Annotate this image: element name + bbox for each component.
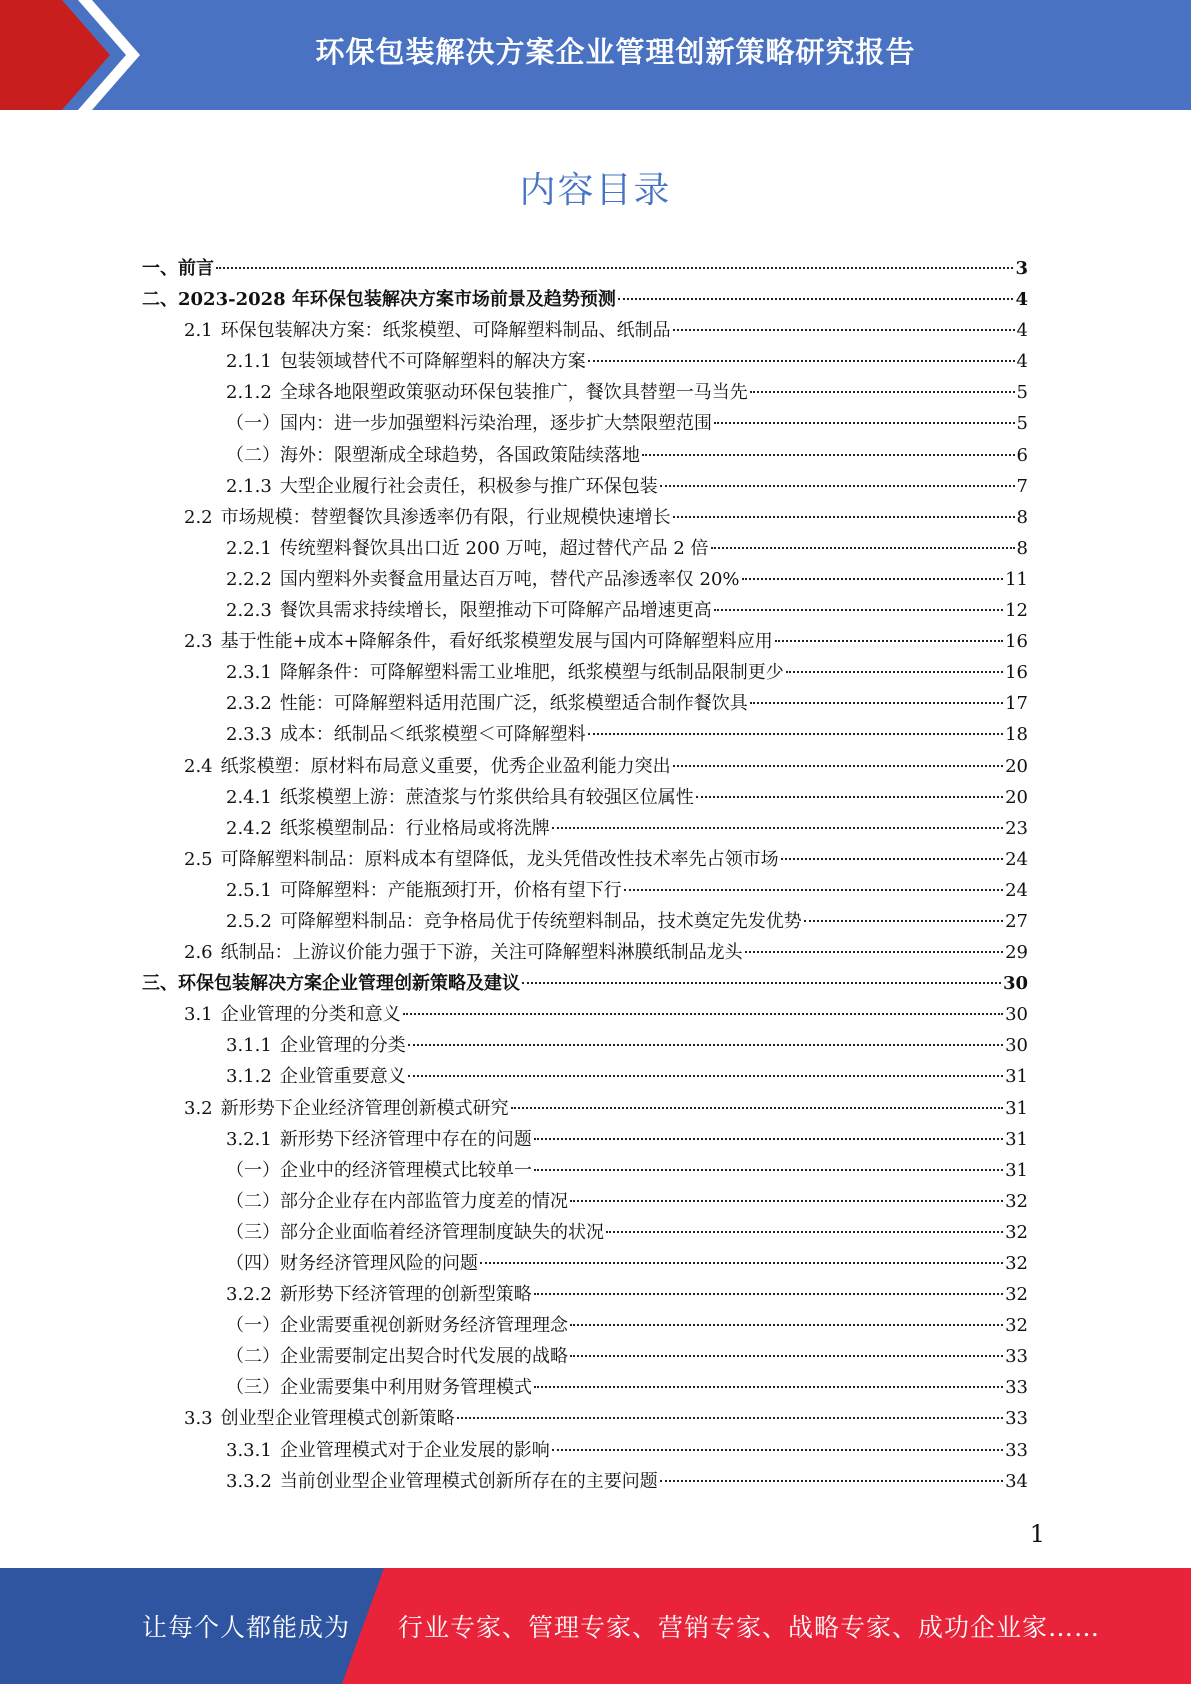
- toc-entry[interactable]: [142, 1030, 1028, 1061]
- toc-entry-number: 3.2.2: [226, 1284, 272, 1306]
- toc-entry[interactable]: [142, 1124, 1028, 1155]
- dot-leader: [552, 827, 1003, 829]
- footer-slogan-left: 让每个人都能成为: [142, 1613, 351, 1642]
- toc-entry-page: 3: [1015, 258, 1028, 279]
- dot-leader: [660, 485, 1015, 487]
- toc-entry-page: 29: [1005, 942, 1028, 964]
- toc-entry-number: 2.2.3: [226, 600, 272, 622]
- toc-entry-page: 18: [1005, 724, 1028, 746]
- toc-entry-title: 纸浆模塑：原材料布局意义重要，优秀企业盈利能力突出: [220, 755, 671, 777]
- toc-entry-page: 16: [1005, 631, 1028, 653]
- toc-entry-title: （三）企业需要集中利用财务管理模式: [226, 1377, 532, 1399]
- toc-entry[interactable]: [142, 502, 1028, 533]
- toc-entry-title: 餐饮具需求持续增长，限塑推动下可降解产品增速更高: [279, 600, 712, 622]
- toc-entry-number: 2.3.3: [226, 724, 272, 746]
- dot-leader: [570, 1200, 1003, 1202]
- toc-entry-title: 新形势下经济管理中存在的问题: [279, 1128, 532, 1150]
- toc-entry-number: 2.1.3: [226, 475, 272, 497]
- toc-entry-page: 17: [1005, 693, 1028, 715]
- toc-entry-page: 11: [1005, 568, 1028, 590]
- dot-leader: [750, 702, 1003, 704]
- dot-leader: [804, 920, 1003, 922]
- dot-leader: [696, 796, 1003, 798]
- toc-entry-title: （四）财务经济管理风险的问题: [226, 1253, 478, 1274]
- toc-entry-number: 2.4.2: [226, 817, 272, 839]
- toc-entry[interactable]: [142, 688, 1028, 719]
- toc-entry[interactable]: [142, 564, 1028, 595]
- toc-entry-title: 降解条件：可降解塑料需工业堆肥，纸浆模塑与纸制品限制更少: [279, 662, 784, 684]
- toc-entry-page: 7: [1016, 475, 1028, 497]
- toc-entry-title: 一、前言: [142, 258, 214, 279]
- toc-entry-number: 2.5: [184, 848, 213, 870]
- toc-entry-title: 可降解塑料：产能瓶颈打开，价格有望下行: [279, 879, 622, 901]
- toc-entry-title: 全球各地限塑政策驱动环保包装推广，餐饮具替塑一马当先: [279, 382, 748, 404]
- toc-entry[interactable]: [142, 1435, 1028, 1466]
- toc-entry-title: 二、2023-2028 年环保包装解决方案市场前景及趋势预测: [142, 289, 616, 311]
- dot-leader: [786, 671, 1003, 673]
- dot-leader: [511, 1107, 1003, 1109]
- toc-entry-page: 27: [1005, 910, 1028, 932]
- toc-entry-page: 30: [1005, 1004, 1028, 1026]
- dot-leader: [742, 578, 1004, 580]
- toc-entry[interactable]: [142, 1155, 1028, 1186]
- dot-leader: [714, 422, 1015, 424]
- toc-entry-number: 2.4: [184, 755, 213, 777]
- toc-entry[interactable]: [142, 782, 1028, 813]
- toc-entry-page: 31: [1005, 1159, 1028, 1181]
- dot-leader: [534, 1138, 1003, 1140]
- toc-entry-page: 24: [1005, 879, 1028, 901]
- toc-entry[interactable]: [142, 284, 1028, 315]
- toc-entry-title: 新形势下企业经济管理创新模式研究: [220, 1097, 509, 1119]
- toc-entry[interactable]: [142, 626, 1028, 657]
- toc-entry-page: 6: [1016, 444, 1028, 466]
- toc-entry-number: 3.1.1: [226, 1035, 272, 1057]
- toc-entry-page: 24: [1005, 848, 1028, 870]
- toc-entry-title: （一）企业中的经济管理模式比较单一: [226, 1159, 532, 1181]
- toc-entry-number: 2.5.1: [226, 879, 272, 901]
- toc-entry[interactable]: [142, 1217, 1028, 1248]
- dot-leader: [534, 1293, 1003, 1295]
- toc-entry[interactable]: [142, 1403, 1028, 1434]
- dot-leader: [750, 391, 1015, 393]
- dot-leader: [711, 547, 1015, 549]
- dot-leader: [781, 858, 1003, 860]
- dot-leader: [673, 329, 1015, 331]
- footer-banner: [0, 1568, 1191, 1684]
- header-banner: [0, 0, 1191, 110]
- toc-entry[interactable]: [142, 1279, 1028, 1310]
- toc-entry-title: 性能：可降解塑料适用范围广泛，纸浆模塑适合制作餐饮具: [279, 693, 748, 715]
- dot-leader: [745, 951, 1003, 953]
- dot-leader: [570, 1324, 1003, 1326]
- toc-entry[interactable]: [142, 1372, 1028, 1403]
- toc-entry-page: 23: [1005, 817, 1028, 839]
- toc-entry[interactable]: [142, 1341, 1028, 1372]
- toc-entry[interactable]: [142, 813, 1028, 844]
- toc-entry-title: 成本：纸制品＜纸浆模塑＜可降解塑料: [279, 724, 586, 746]
- toc-entry-number: 2.2: [184, 506, 213, 528]
- toc-entry-number: 2.4.1: [226, 786, 272, 808]
- toc-entry-number: 3.3: [184, 1408, 213, 1430]
- dot-leader: [588, 360, 1015, 362]
- dot-leader: [714, 609, 1003, 611]
- toc-entry[interactable]: [142, 906, 1028, 937]
- toc-entry-title: 传统塑料餐饮具出口近 200 万吨，超过替代产品 2 倍: [279, 537, 709, 559]
- toc-entry-page: 31: [1005, 1128, 1028, 1150]
- toc-entry[interactable]: [142, 408, 1028, 439]
- toc-entry-number: 3.3.2: [226, 1470, 272, 1492]
- toc-entry[interactable]: [142, 1466, 1028, 1497]
- toc-entry-number: 2.5.2: [226, 910, 272, 932]
- toc-entry-title: 新形势下经济管理的创新型策略: [279, 1284, 532, 1306]
- toc-entry-page: 33: [1005, 1377, 1028, 1399]
- toc-entry-title: 企业管理的分类和意义: [220, 1004, 401, 1026]
- toc-entry-page: 32: [1005, 1315, 1028, 1337]
- dot-leader: [775, 640, 1003, 642]
- toc-entry[interactable]: [142, 968, 1028, 999]
- toc-entry-page: 4: [1016, 320, 1028, 342]
- toc-entry-number: 3.2: [184, 1097, 213, 1119]
- dot-leader: [522, 982, 1001, 984]
- dot-leader: [588, 733, 1003, 735]
- toc-entry[interactable]: [142, 1310, 1028, 1341]
- toc-entry[interactable]: [142, 315, 1028, 346]
- toc-entry[interactable]: [142, 657, 1028, 688]
- toc-entry-page: 32: [1005, 1190, 1028, 1212]
- toc-entry-title: 可降解塑料制品：原料成本有望降低，龙头凭借改性技术率先占领市场: [220, 848, 779, 870]
- toc-entry-title: 可降解塑料制品：竞争格局优于传统塑料制品，技术奠定先发优势: [279, 910, 802, 932]
- toc-entry-page: 16: [1005, 662, 1028, 684]
- toc-entry-number: 2.6: [184, 942, 213, 964]
- toc-entry-page: 33: [1005, 1346, 1028, 1368]
- toc-entry-page: 30: [1002, 973, 1028, 995]
- toc-entry-title: 创业型企业管理模式创新策略: [220, 1408, 455, 1430]
- toc-entry-page: 33: [1005, 1439, 1028, 1461]
- report-title: 环保包装解决方案企业管理创新策略研究报告: [315, 34, 916, 69]
- toc-entry-number: 2.3.1: [226, 662, 272, 684]
- toc-entry-title: 企业管理模式对于企业发展的影响: [279, 1439, 550, 1461]
- toc-entry-title: 市场规模：替塑餐饮具渗透率仍有限，行业规模快速增长: [220, 506, 671, 528]
- toc-entry-page: 8: [1016, 537, 1028, 559]
- toc-entry-page: 20: [1005, 786, 1028, 808]
- toc-entry-page: 31: [1005, 1097, 1028, 1119]
- dot-leader: [673, 516, 1015, 518]
- dot-leader: [660, 1480, 1003, 1482]
- dot-leader: [624, 889, 1003, 891]
- dot-leader: [403, 1013, 1003, 1015]
- toc-entry[interactable]: [142, 937, 1028, 968]
- dot-leader: [606, 1231, 1003, 1233]
- toc-entry[interactable]: [142, 875, 1028, 906]
- toc-entry-title: 三、环保包装解决方案企业管理创新策略及建议: [142, 973, 520, 995]
- toc-entry-number: 3.1: [184, 1004, 213, 1026]
- toc-entry-number: 2.1.2: [226, 382, 272, 404]
- toc-entry-number: 3.1.2: [226, 1066, 272, 1088]
- toc-entry-page: 5: [1016, 382, 1028, 404]
- toc-entry-page: 5: [1016, 413, 1028, 435]
- toc-entry-page: 34: [1005, 1470, 1028, 1492]
- toc-entry-title: 包装领域替代不可降解塑料的解决方案: [279, 351, 586, 373]
- toc-entry[interactable]: [142, 1061, 1028, 1092]
- toc-entry-title: 大型企业履行社会责任，积极参与推广环保包装: [279, 475, 658, 497]
- dot-leader: [570, 1355, 1003, 1357]
- toc-entry-page: 12: [1005, 600, 1028, 622]
- toc-entry-page: 31: [1005, 1066, 1028, 1088]
- toc-entry-page: 8: [1016, 506, 1028, 528]
- toc-entry[interactable]: [142, 471, 1028, 502]
- toc-entry[interactable]: [142, 440, 1028, 471]
- toc-entry-title: 纸浆模塑上游：蔗渣浆与竹浆供给具有较强区位属性: [279, 786, 694, 808]
- toc-entry-number: 3.2.1: [226, 1128, 272, 1150]
- toc-entry-title: （二）部分企业存在内部监管力度差的情况: [226, 1190, 568, 1212]
- toc-entry-title: 国内塑料外卖餐盒用量达百万吨，替代产品渗透率仅 20%: [279, 568, 740, 590]
- dot-leader: [673, 765, 1003, 767]
- dot-leader: [408, 1044, 1003, 1046]
- toc-entry[interactable]: [142, 346, 1028, 377]
- toc-entry-number: 2.2.2: [226, 568, 272, 590]
- toc-entry-title: 纸制品：上游议价能力强于下游，关注可降解塑料淋膜纸制品龙头: [220, 942, 743, 964]
- toc-entry[interactable]: [142, 1093, 1028, 1124]
- toc-entry[interactable]: [142, 253, 1028, 284]
- dot-leader: [480, 1262, 1003, 1264]
- toc-entry-number: 2.1.1: [226, 351, 272, 373]
- toc-entry[interactable]: [142, 533, 1028, 564]
- toc-entry-page: 4: [1015, 289, 1028, 311]
- toc-entry-page: 30: [1005, 1035, 1028, 1057]
- toc-entry-page: 33: [1005, 1408, 1028, 1430]
- table-of-contents: [142, 253, 1028, 1497]
- dot-leader: [552, 1449, 1003, 1451]
- toc-entry-title: 环保包装解决方案：纸浆模塑、可降解塑料制品、纸制品: [220, 320, 671, 342]
- toc-entry[interactable]: [142, 999, 1028, 1030]
- toc-entry[interactable]: [142, 377, 1028, 408]
- toc-heading: 内容目录: [519, 170, 672, 211]
- dot-leader: [216, 267, 1013, 269]
- dot-leader: [408, 1075, 1003, 1077]
- toc-entry-number: 2.2.1: [226, 537, 272, 559]
- red-chevron-decoration: [0, 0, 150, 110]
- toc-entry-page: 20: [1005, 755, 1028, 777]
- toc-entry[interactable]: [142, 595, 1028, 626]
- toc-entry-title: 企业管理的分类: [279, 1035, 406, 1057]
- toc-entry-title: （一）国内：进一步加强塑料污染治理，逐步扩大禁限塑范围: [226, 413, 712, 435]
- toc-entry[interactable]: [142, 1248, 1028, 1279]
- footer-slogan-right: 行业专家、管理专家、营销专家、战略专家、成功企业家……: [398, 1613, 1101, 1642]
- toc-entry-page: 4: [1016, 351, 1028, 373]
- toc-entry-title: 企业管重要意义: [279, 1066, 406, 1088]
- toc-entry-title: 当前创业型企业管理模式创新所存在的主要问题: [279, 1470, 658, 1492]
- dot-leader: [642, 454, 1015, 456]
- toc-entry-number: 2.3: [184, 631, 213, 653]
- toc-entry-title: （三）部分企业面临着经济管理制度缺失的状况: [226, 1221, 604, 1243]
- toc-entry[interactable]: [142, 751, 1028, 782]
- dot-leader: [534, 1169, 1003, 1171]
- toc-entry[interactable]: [142, 719, 1028, 750]
- dot-leader: [457, 1417, 1003, 1419]
- toc-entry-title: （二）海外：限塑渐成全球趋势，各国政策陆续落地: [226, 444, 640, 466]
- toc-entry-page: 32: [1005, 1284, 1028, 1306]
- toc-entry[interactable]: [142, 1186, 1028, 1217]
- toc-entry-number: 2.1: [184, 320, 213, 342]
- toc-entry-title: 纸浆模塑制品：行业格局或将洗牌: [279, 817, 550, 839]
- toc-entry-title: （一）企业需要重视创新财务经济管理理念: [226, 1315, 568, 1337]
- toc-entry-title: （二）企业需要制定出契合时代发展的战略: [226, 1346, 568, 1368]
- toc-entry[interactable]: [142, 844, 1028, 875]
- toc-entry-page: 32: [1005, 1253, 1028, 1274]
- page-number: 1: [1029, 1520, 1045, 1548]
- dot-leader: [534, 1386, 1003, 1388]
- toc-entry-number: 3.3.1: [226, 1439, 272, 1461]
- dot-leader: [618, 298, 1014, 300]
- toc-entry-page: 32: [1005, 1221, 1028, 1243]
- toc-entry-title: 基于性能+成本+降解条件，看好纸浆模塑发展与国内可降解塑料应用: [220, 631, 773, 653]
- toc-entry-number: 2.3.2: [226, 693, 272, 715]
